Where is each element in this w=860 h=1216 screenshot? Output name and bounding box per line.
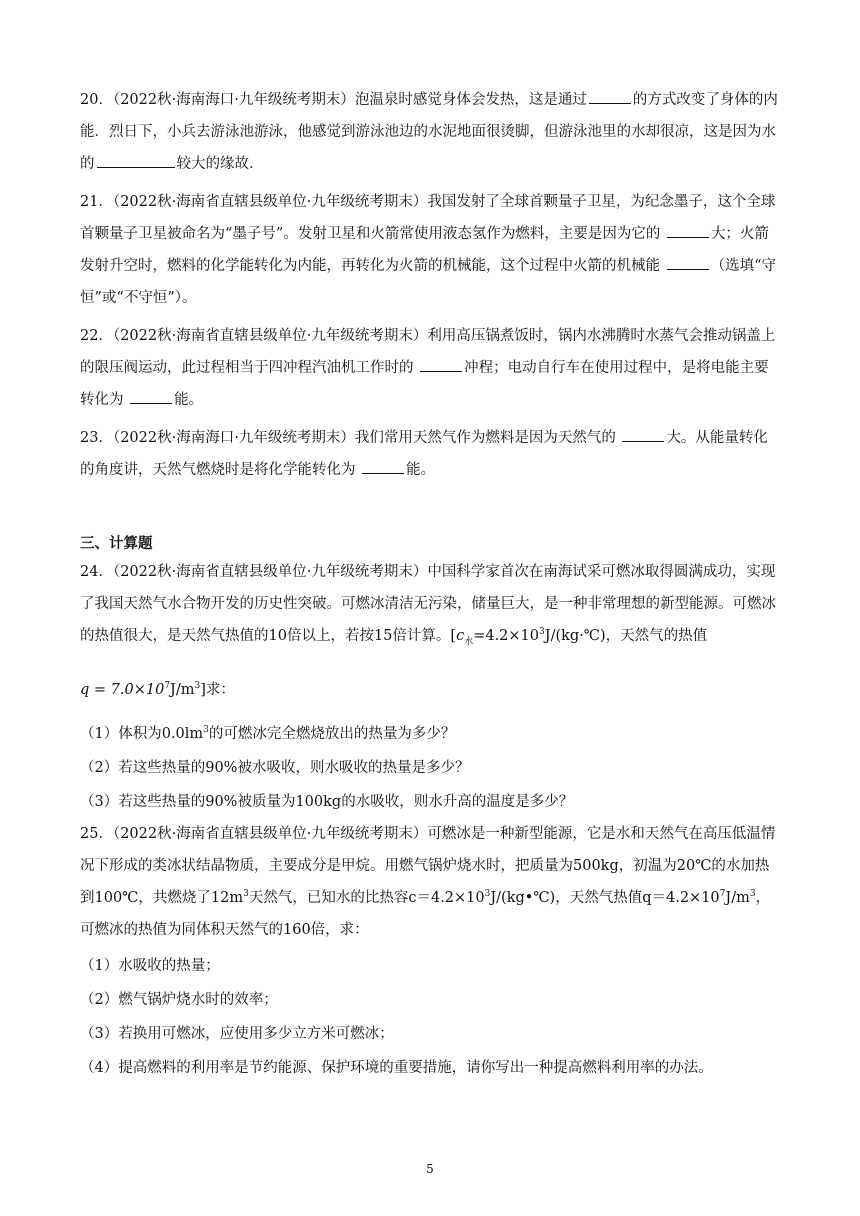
question-25-sub-4: （4）提高燃料的利用率是节约能源、保护环境的重要措施，请你写出一种提高燃料利用率的办法。 — [80, 1060, 713, 1076]
question-24: 24．（2022秋·海南省直辖县级单位·九年级统考期末）中国科学家首次在南海试采可燃冰取得圆满成功，实现了我国天然气水合物开发的历史性突破。可燃冰清洁无污染，储量巨大，是一种非常理想的新型能源。可燃冰的热值很大，是天然气热值的10倍以上，若按15倍计算。[$c_水=4.2\times 10^3J/(kg\cdot℃)$，天然气的热值 — [80, 564, 776, 647]
question-25-sub-3: （3）若换用可燃冰，应使用多少立方米可燃冰； — [80, 1026, 394, 1042]
question-20: 20．（2022秋·海南海口·九年级统考期末）泡温泉时感觉身体会发热，这是通过 的方式改变了身体的内能．烈日下，小兵去游泳池游泳，他感觉到游泳池边的水泥地面很烫脚，但游泳池里的水却很凉，这是因为水的 较大的缘故． — [80, 84, 780, 180]
question-24-sub-3: （3）若这些热量的90%被质量为100kg的水吸收，则水升高的温度是多少？ — [80, 794, 574, 810]
question-24-heat-value: $q = 7.0\times 10^7J/m^3$]求： — [80, 681, 235, 698]
question-23: 23．（2022秋·海南海口·九年级统考期末）我们常用天然气作为燃料是因为天然气的 大。从能量转化的角度讲，天然气燃烧时是将化学能转化为 能。 — [80, 422, 780, 486]
question-25-sub-2: （2）燃气锅炉烧水时的效率； — [80, 992, 278, 1008]
answer-blank[interactable] — [130, 387, 172, 404]
answer-blank[interactable] — [97, 151, 175, 168]
section-title: 三、计算题 — [80, 535, 153, 552]
question-24-sub-2: （2）若这些热量的90%被水吸收，则水吸收的热量是多少？ — [80, 760, 470, 776]
question-25-sub-1: （1）水吸收的热量； — [80, 958, 220, 974]
answer-blank[interactable] — [667, 253, 709, 270]
question-25: 25．（2022秋·海南省直辖县级单位·九年级统考期末）可燃冰是一种新型能源，它是水和天然气在高压低温情况下形成的类冰状结晶物质，主要成分是甲烷。用燃气锅炉烧水时，把质量为500kg，初温为20℃的水加热到100℃，共燃烧了$12m^3$天然气，已知水的比热容$c=4.2\times 10^3J/(kg•℃)$，天然气热值$q=4.2\times 10^7J/m^3$，可燃冰的热值为同体积天然气的160倍，求： — [80, 826, 776, 938]
answer-blank[interactable] — [589, 87, 631, 104]
answer-blank[interactable] — [362, 457, 404, 474]
answer-blank[interactable] — [420, 355, 462, 372]
question-24-sub-1: （1）体积为$0.0lm^3$的可燃冰完全燃烧放出的热量为多少？ — [80, 725, 456, 742]
answer-blank[interactable] — [667, 221, 709, 238]
question-21: 21．（2022秋·海南省直辖县级单位·九年级统考期末）我国发射了全球首颗量子卫星，为纪念墨子，这个全球首颗量子卫星被命名为“墨子号”。发射卫星和火箭常使用液态氢作为燃料，主要是因为它的 大；火箭发射升空时，燃料的化学能转化为内能，再转化为火箭的机械能，这个过程中火箭的机械能 （选填“守恒”或“不守恒”）。 — [80, 194, 777, 306]
question-22: 22．（2022秋·海南省直辖县级单位·九年级统考期末）利用高压锅煮饭时，锅内水沸腾时水蒸气会推动锅盖上的限压阀运动，此过程相当于四冲程汽油机工作时的 冲程；电动自行车在使用过程中，是将电能主要转化为 能。 — [80, 328, 776, 408]
page-number: 5 — [426, 1162, 434, 1176]
answer-blank[interactable] — [622, 425, 664, 442]
